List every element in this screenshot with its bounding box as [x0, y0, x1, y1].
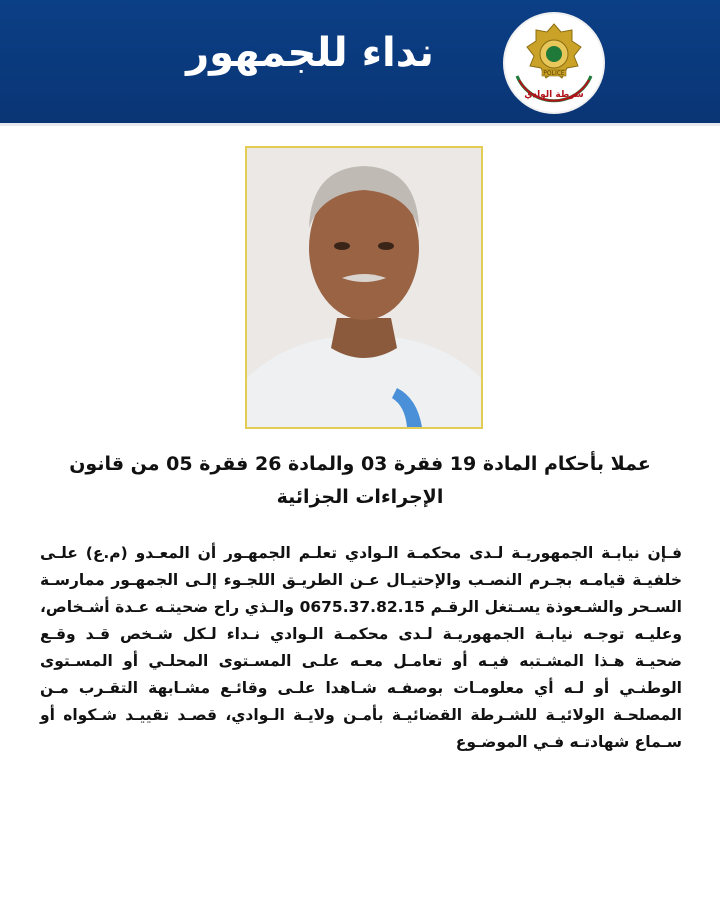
header-banner [0, 0, 720, 126]
announcement-body: فـإن نيابـة الجمهوريـة لـدى محكمـة الـوادي تعلـم الجمهـور أن المعـدو (م.ع) علـى خلفيـة قيامـه بجـرم النصـب والإحتيـال عـن الطريـق اللجـوء إلـى الجمهـور ممارسـة السـحر والشـعوذة يسـتغل الرقـم 0675.37.82.15 والـذي راح ضحيتـه عـدة أشـخاص، وعليـه توجـه نيابـة الجمهوريـة لـدى محكمـة الـوادي نـداء لـكل شـخص قـد وقـع ضحيـة هـذا المشـتبه فيـه أو تعامـل معـه علـى المسـتوى المحلـي أو المسـتوى الوطنـي أو لـه أي معلومـات بوصفـه شـاهدا علـى وقائـع مشـابهة التقـرب مـن المصلحـة الولائيـة للشـرطة القضائيـة بأمـن ولايـة الـوادي، قصـد تقييـد شـكواه أو سـماع شهادتـه فـي الموضـوع [40, 544, 682, 751]
police-logo [505, 14, 603, 112]
portrait-photo-icon [247, 148, 481, 427]
logo-badge-text: POLICE [543, 70, 565, 77]
logo-caption: شرطة الوادي [524, 90, 584, 100]
page-title: نداء للجمهور [186, 30, 434, 76]
suspect-photo [245, 146, 483, 429]
legal-reference-heading: عملا بأحكام المادة 19 فقرة 03 والمادة 26 فقرة 05 من قانون الإجراءات الجزائية [69, 453, 651, 508]
